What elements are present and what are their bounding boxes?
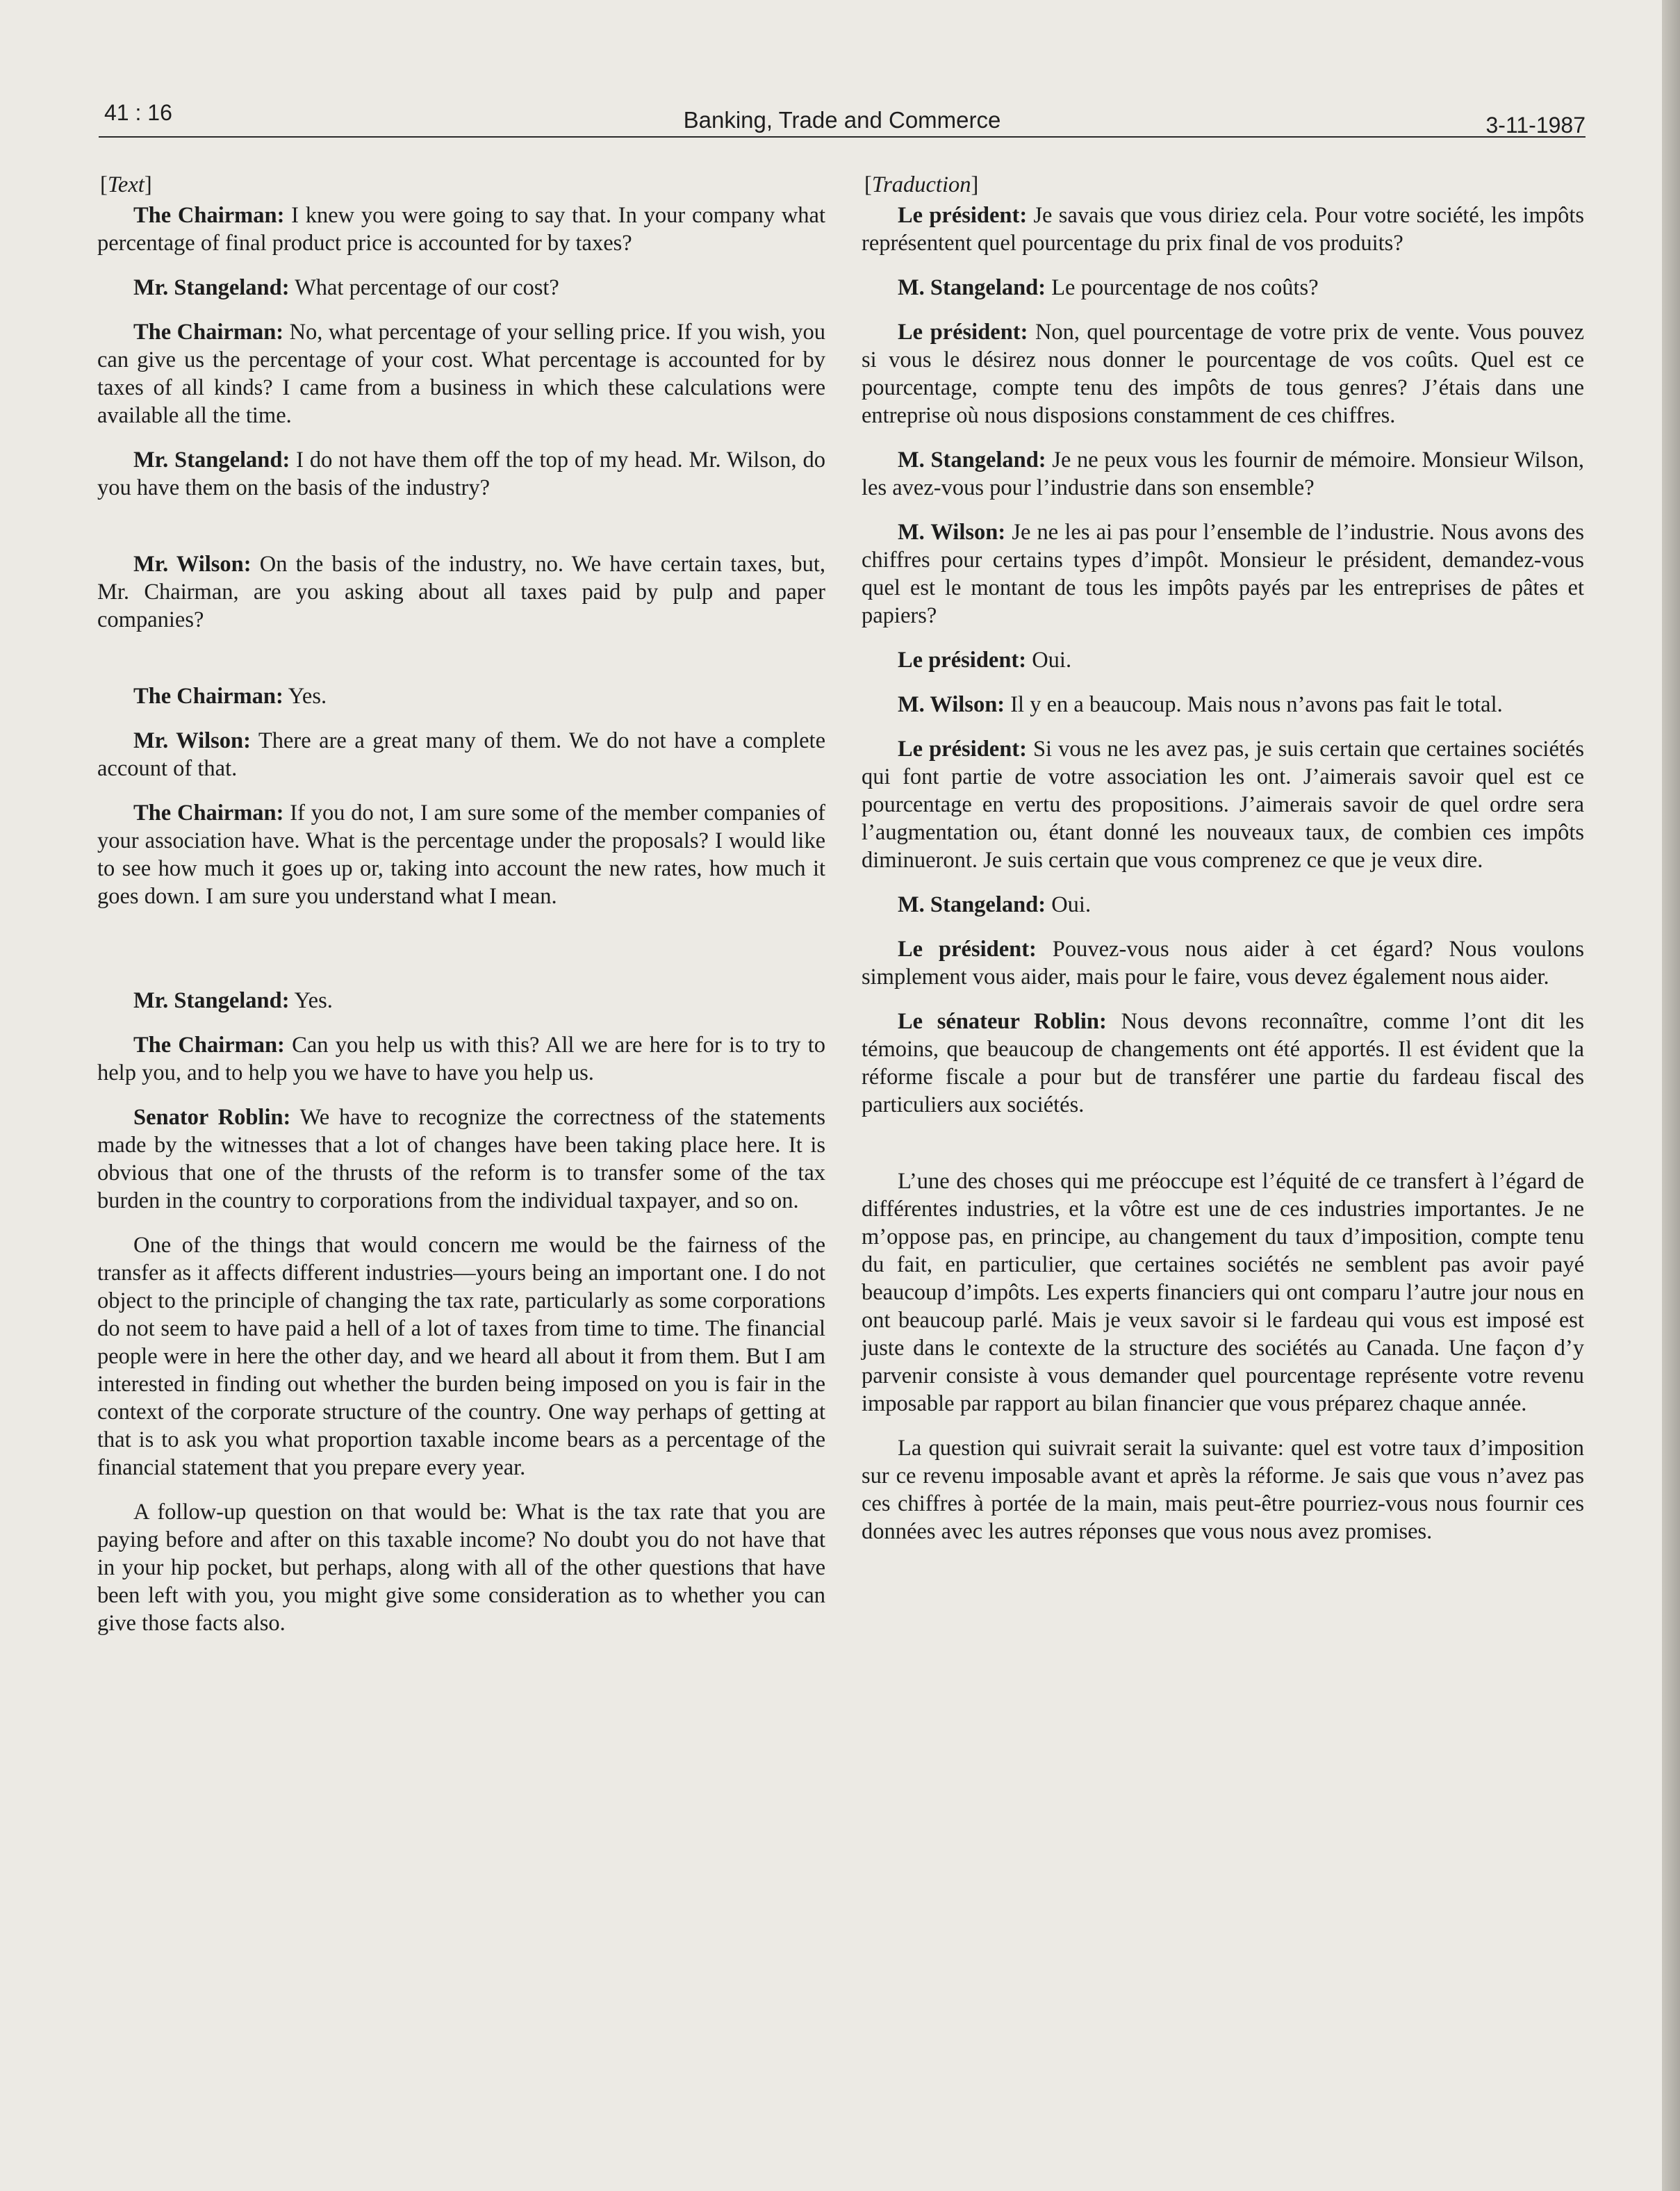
speaker-name: Le président: [898,320,1028,345]
transcript-paragraph: M. Stangeland: Je ne peux vous les fournir de mémoire. Monsieur Wilson, les avez-vous pour l’industrie dans son ensemble? [862,448,1584,500]
speaker-name: Mr. Wilson: [133,552,252,577]
speaker-name: M. Stangeland: [898,892,1046,917]
english-column [97,171,825,1637]
transcript-paragraph: Le président: Pouvez-vous nous aider à cet égard? Nous voulons simplement vous aider, mais pour le faire, vous devez également nous aider. [862,937,1584,990]
speaker-name: The Chairman: [133,801,284,826]
column-label: [Text] [100,172,152,197]
transcript-paragraph: One of the things that would concern me would be the fairness of the transfer as it affects different industries—yours being an important one. I do not object to the principle of changing the tax rate, particularly as some corporations do not seem to have paid a hell of a lot of taxes from time to time. The financial people were in here the other day, and we heard all about it from them. But I am interested in finding out whether the burden being imposed on you is fair in the context of the corporate structure of the country. One way perhaps of getting at that is to ask you what proportion taxable income bears as a percentage of the financial statement that you prepare every year. [97,1233,825,1480]
speaker-name: M. Wilson: [898,692,1005,717]
speaker-name: The Chairman: [133,320,284,345]
speaker-name: Mr. Stangeland: [133,988,290,1013]
transcript-paragraph: Mr. Stangeland: Yes. [133,988,333,1013]
transcript-paragraph: M. Wilson: Je ne les ai pas pour l’ensemble de l’industrie. Nous avons des chiffres pour certains types d’impôt. Monsieur le président, demandez-vous quel est le montant de tous les impôts payés par les entreprises de pâtes et papiers? [862,520,1585,628]
speaker-name: M. Wilson: [898,520,1006,545]
speaker-name: Senator Roblin: [133,1105,291,1130]
speaker-name: The Chairman: [133,684,283,709]
column-label: [Traduction] [864,172,979,197]
transcript-paragraph: The Chairman: If you do not, I am sure some of the member companies of your association have. What is the percentage under the proposals? I would like to see how much it goes up or, taking into account the new rates, how much it goes down. I am sure you understand what I mean. [97,801,826,909]
transcript-paragraph: M. Stangeland: Le pourcentage de nos coûts? [898,275,1319,300]
speaker-name: Mr. Stangeland: [133,275,290,300]
french-column [862,171,1584,1545]
speaker-name: Mr. Wilson: [133,728,251,753]
document-title: Banking, Trade and Commerce [683,107,1001,133]
speaker-name: Le président: [898,737,1027,762]
running-header [99,97,1586,138]
scan-margin [1662,0,1680,2191]
speaker-name: M. Stangeland: [898,448,1046,473]
speaker-name: Le président: [898,203,1028,228]
speaker-name: M. Stangeland: [898,275,1046,300]
page-number: 41 : 16 [104,100,172,125]
transcript-paragraph: Mr. Wilson: On the basis of the industry, no. We have certain taxes, but, Mr. Chairman, are you asking about all taxes paid by pulp and paper companies? [97,552,825,632]
speaker-name: Le sénateur Roblin: [898,1009,1107,1034]
transcript-paragraph: La question qui suivrait serait la suivante: quel est votre taux d’imposition sur ce revenu imposable avant et après la réforme. Je sais que vous n’avez pas ces chiffres à portée de la main, mais peut-être pourriez-vous nous fournir ces données avec les autres réponses que vous nous avez promises. [862,1436,1584,1544]
speaker-name: Le président: [898,937,1037,962]
transcript-paragraph: Le sénateur Roblin: Nous devons reconnaître, comme l’ont dit les témoins, que beaucoup de changements ont été apportés. Il est évident que la réforme fiscale a pour but de transférer une partie du fardeau fiscal des particuliers aux sociétés. [862,1009,1584,1117]
transcript-paragraph: Le président: Oui. [898,648,1072,673]
speaker-name: The Chairman: [133,1033,285,1058]
transcript-paragraph: The Chairman: No, what percentage of your selling price. If you wish, you can give us the percentage of your cost. What percentage is accounted for by taxes of all kinds? I came from a business in which these calculations were available all the time. [97,320,825,428]
speaker-name: Le président: [898,648,1027,673]
transcript-paragraph: Mr. Stangeland: I do not have them off the top of my head. Mr. Wilson, do you have them on the basis of the industry? [97,448,825,500]
transcript-paragraph: The Chairman: I knew you were going to say that. In your company what percentage of final product price is accounted for by taxes? [97,203,826,256]
transcript-paragraph: Mr. Wilson: There are a great many of them. We do not have a complete account of that. [97,728,825,781]
transcript-paragraph: Mr. Stangeland: What percentage of our cost? [133,275,559,300]
transcript-paragraph: The Chairman: Yes. [133,684,327,709]
speaker-name: The Chairman: [133,203,285,228]
speaker-name: Mr. Stangeland: [133,448,290,473]
transcript-paragraph: Le président: Non, quel pourcentage de votre prix de vente. Vous pouvez si vous le désirez nous donner le pourcentage de vos coûts. Quel est ce pourcentage, compte tenu des impôts de tous genres? J’étais dans une entreprise où nous disposions constamment de ces chiffres. [862,320,1585,428]
sitting-date: 3-11-1987 [1485,113,1586,138]
transcript-paragraph: The Chairman: Can you help us with this? All we are here for is to try to help you, and to help you we have to have you help us. [97,1033,826,1085]
transcript-paragraph: Le président: Si vous ne les avez pas, je suis certain que certaines sociétés qui font partie de votre association les ont. J’aimerais savoir quel est ce pourcentage en vertu des propositions. J’aimerais savoir de quel ordre sera l’augmentation ou, étant donné les nouveaux taux, de combien ces impôts diminueront. Je suis certain que vous comprenez ce que je veux dire. [862,737,1584,873]
transcript-paragraph: A follow-up question on that would be: What is the tax rate that you are paying before and after on this taxable income? No doubt you do not have that in your hip pocket, but perhaps, along with all of the other questions that have been left with you, you might give some consideration as to whether you can give those facts also. [97,1500,825,1636]
transcript-paragraph: M. Wilson: Il y en a beaucoup. Mais nous n’avons pas fait le total. [898,692,1503,717]
transcript-paragraph: Le président: Je savais que vous diriez cela. Pour votre société, les impôts représentent quel pourcentage du prix final de vos produits? [862,203,1584,256]
transcript-paragraph: L’une des choses qui me préoccupe est l’équité de ce transfert à l’égard de différentes industries, et la vôtre est une de ces industries importantes. Je ne m’oppose pas, en principe, au changement du taux d’imposition, compte tenu du fait, en particulier, que certaines sociétés ne semblent pas avoir payé beaucoup d’impôts. Les experts financiers qui ont comparu l’autre jour nous en ont beaucoup parlé. Mais je veux savoir si le fardeau qui vous est imposé est juste dans le contexte de la structure des sociétés au Canada. Une façon d’y parvenir consiste à vous demander quel pourcentage représente votre revenu imposable par rapport au bilan financier que vous préparez chaque année. [862,1169,1584,1416]
transcript-paragraph: Senator Roblin: We have to recognize the correctness of the statements made by the witnesses that a lot of changes have been taking place here. It is obvious that one of the thrusts of the reform is to transfer some of the tax burden in the country to corporations from the individual taxpayer, and so on. [97,1105,825,1213]
transcript-paragraph: M. Stangeland: Oui. [898,892,1092,917]
